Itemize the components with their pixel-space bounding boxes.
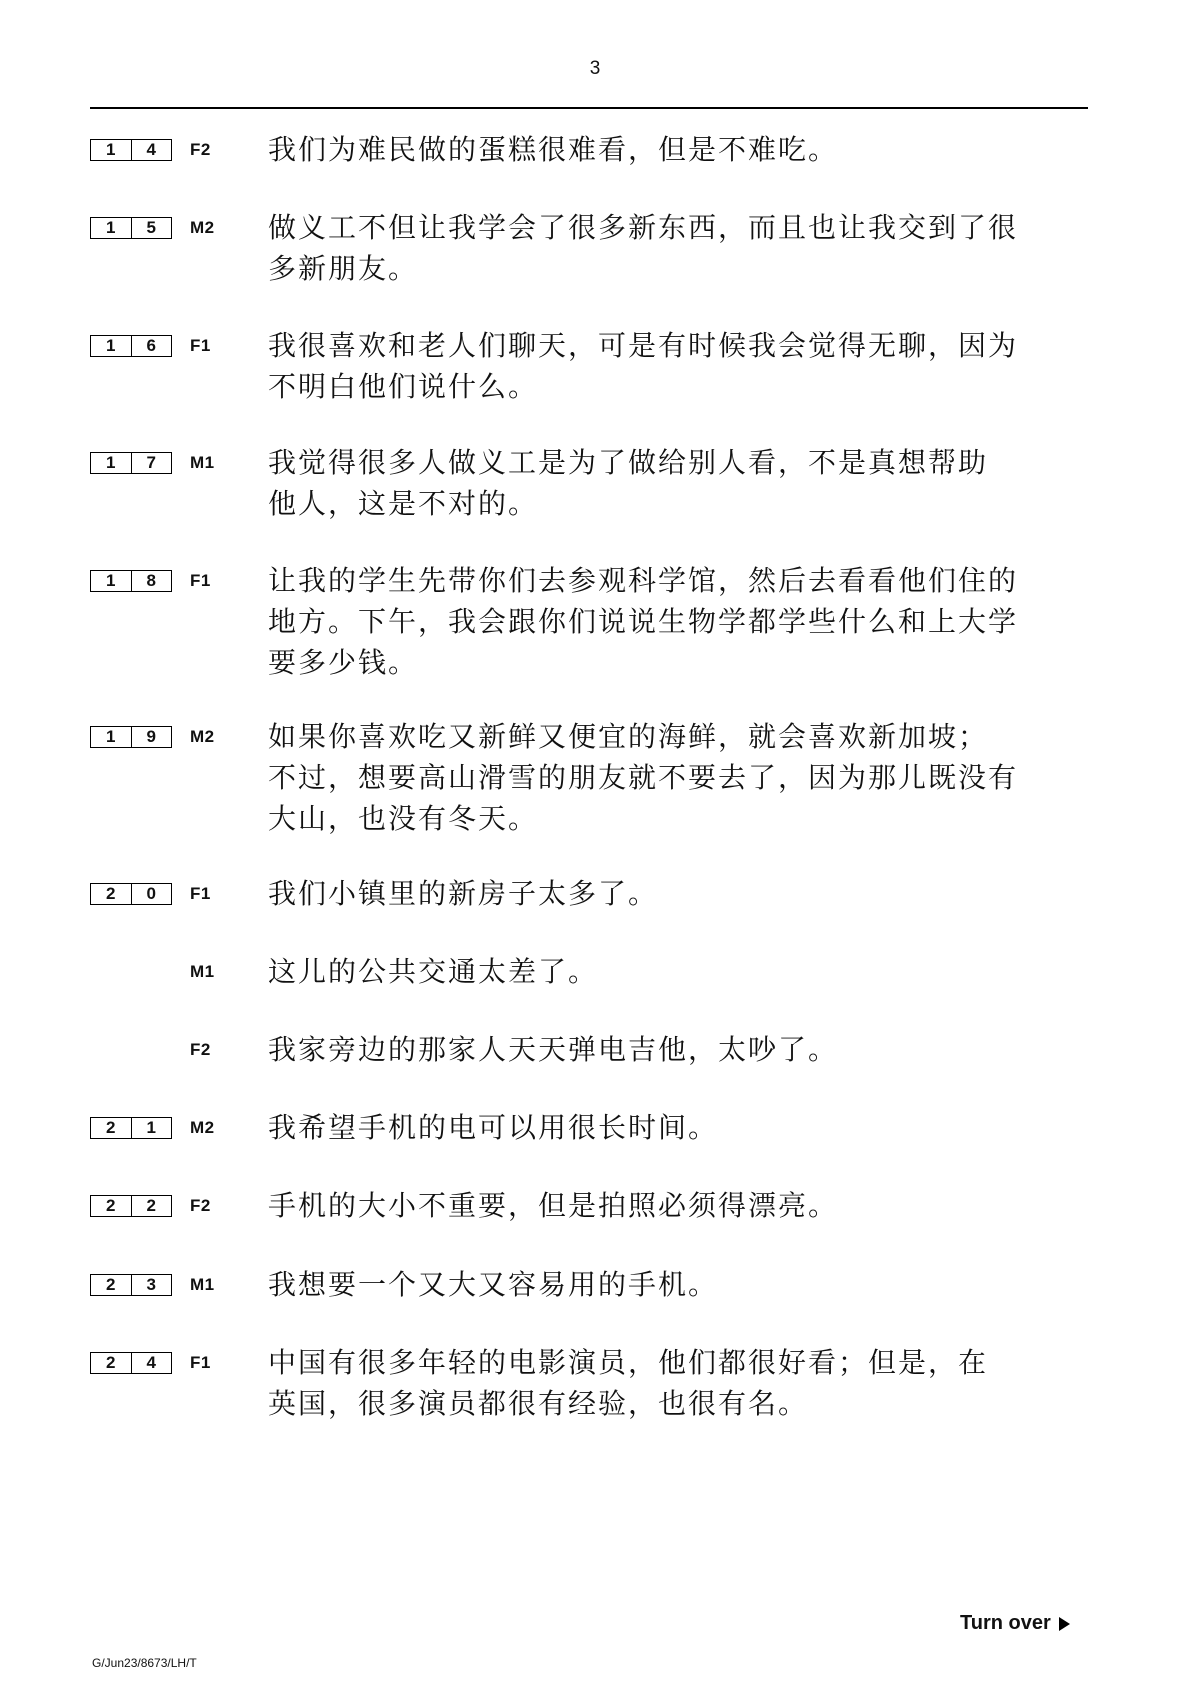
speaker-label: M1: [190, 962, 215, 981]
question-number-digit: 2: [106, 1196, 116, 1215]
transcript-item: [90, 564, 1090, 679]
question-number-digit: 1: [106, 727, 116, 746]
transcript-item: [90, 213, 1090, 303]
speaker-label: F2: [190, 1196, 211, 1215]
question-number-digit: 2: [106, 1353, 116, 1372]
question-number-digit: 5: [131, 218, 172, 238]
speaker-label: M1: [190, 453, 215, 472]
transcript-text: 中国有很多年轻的电影演员，他们都很好看；但是，在 英国，很多演员都很有经验，也很有名。: [268, 1346, 989, 1420]
question-number-box: [90, 452, 172, 474]
question-number-digit: 1: [106, 453, 116, 472]
transcript-item: [90, 720, 1090, 835]
speaker-label: F2: [190, 140, 211, 159]
question-number-box: [90, 1352, 172, 1374]
speaker-label: M2: [190, 218, 215, 237]
speaker-label: F2: [190, 1040, 211, 1059]
question-number-digit: 1: [106, 571, 116, 590]
transcript-text: 手机的大小不重要，但是拍照必须得漂亮。: [268, 1189, 839, 1222]
question-number-digit: 9: [131, 727, 172, 747]
question-number-box: [90, 335, 172, 357]
transcript-text: 我很喜欢和老人们聊天，可是有时候我会觉得无聊，因为 不明白他们说什么。: [268, 329, 1019, 403]
transcript-text: 我家旁边的那家人天天弹电吉他，太吵了。: [268, 1033, 839, 1066]
question-number-digit: 2: [106, 1275, 116, 1294]
page-number: 3: [589, 58, 601, 79]
question-number-digit: 7: [131, 453, 172, 473]
transcript-text: 我觉得很多人做义工是为了做给别人看，不是真想帮助 他人，这是不对的。: [268, 446, 989, 520]
question-number-box: [90, 139, 172, 161]
triangle-right-icon: [1059, 1617, 1070, 1631]
question-number-digit: 1: [131, 1118, 172, 1138]
paper-code: G/Jun23/8673/LH/T: [92, 1656, 197, 1670]
question-number-digit: 2: [106, 884, 116, 903]
question-number-digit: 8: [131, 571, 172, 591]
question-number-digit: 0: [131, 884, 172, 904]
header-divider: [90, 107, 1088, 109]
question-number-box: [90, 1274, 172, 1296]
speaker-label: F1: [190, 1353, 211, 1372]
transcript-text: 做义工不但让我学会了很多新东西，而且也让我交到了很 多新朋友。: [268, 211, 1019, 285]
question-number-digit: 4: [131, 140, 172, 160]
question-number-digit: 6: [131, 336, 172, 356]
question-number-box: [90, 726, 172, 748]
turn-over: [960, 1612, 1070, 1635]
question-number-digit: 3: [131, 1275, 172, 1295]
question-number-box: [90, 1195, 172, 1217]
question-number-digit: 1: [106, 336, 116, 355]
question-number-box: [90, 217, 172, 239]
transcript-text: 如果你喜欢吃又新鲜又便宜的海鲜，就会喜欢新加坡； 不过，想要高山滑雪的朋友就不要去了，因为那儿既没有 大山，也没有冬天。: [268, 720, 1019, 835]
speaker-label: M1: [190, 1275, 215, 1294]
transcript-text: 让我的学生先带你们去参观科学馆，然后去看看他们住的 地方。下午，我会跟你们说说生物学都学些什么和上大学 要多少钱。: [268, 564, 1019, 679]
transcript-item: [90, 448, 1090, 538]
transcript-text: 我们为难民做的蛋糕很难看，但是不难吃。: [268, 133, 839, 166]
question-number-digit: 2: [106, 1118, 116, 1137]
speaker-label: M2: [190, 727, 215, 746]
transcript-text: 这儿的公共交通太差了。: [268, 955, 599, 988]
question-number-box: [90, 570, 172, 592]
question-number-digit: 2: [131, 1196, 172, 1216]
question-number-box: [90, 1117, 172, 1139]
question-number-digit: 1: [106, 140, 116, 159]
transcript-text: 我们小镇里的新房子太多了。: [268, 877, 659, 910]
speaker-label: M2: [190, 1118, 215, 1137]
question-number-digit: 4: [131, 1353, 172, 1373]
transcript-text: 我想要一个又大又容易用的手机。: [268, 1268, 719, 1301]
transcript-text: 我希望手机的电可以用很长时间。: [268, 1111, 719, 1144]
speaker-label: F1: [190, 336, 211, 355]
speaker-label: F1: [190, 571, 211, 590]
question-number-digit: 1: [106, 218, 116, 237]
transcript-item: [90, 1348, 1090, 1438]
transcript-item: [90, 331, 1090, 421]
speaker-label: F1: [190, 884, 211, 903]
question-number-box: [90, 883, 172, 905]
turn-over-label: Turn over: [960, 1612, 1051, 1634]
